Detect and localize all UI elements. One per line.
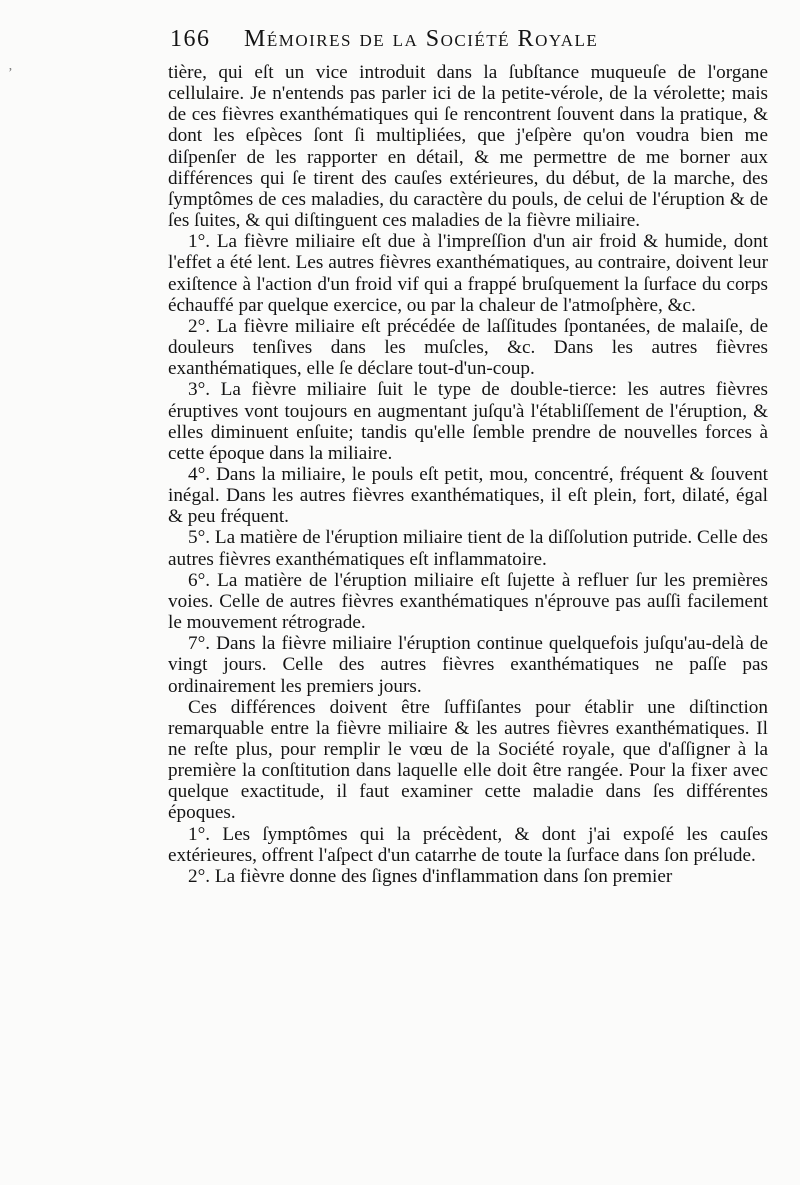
- paragraph-continuation: tière, qui eſt un vice introduit dans la ſubſtance muqueuſe de l'organe cellulaire. Je n'entends pas parler ici de la petite-vérole, de la vérolette; mais de ces fièvres exanthématiques qui ſe rencontrent ſouvent dans la pratique, & dont les eſpèces ſont ſi multipliées, que j'eſpère qu'on voudra bien me diſpenſer de les rapporter en détail, & me permettre de me borner aux différences qui ſe tirent des cauſes extérieures, du début, de la marche, des ſymptômes de ces maladies, du caractère du pouls, de celui de l'éruption & de ſes ſuites, & qui diſtinguent ces maladies de la fièvre miliaire.: [168, 62, 768, 232]
- paragraph: 4°. Dans la miliaire, le pouls eſt petit, mou, concentré, fréquent & ſouvent inégal. Dans les autres fièvres exanthématiques, il eſt plein, fort, dilaté, égal & peu fréquent.: [168, 463, 768, 528]
- paragraph: Ces différences doivent être ſuffiſantes pour établir une diſtinction remarquable entre la fièvre miliaire & les autres fièvres exanthématiques. Il ne reſte plus, pour remplir le vœu de la Société royale, que d'aſſigner à la première la conſtitution dans laquelle elle doit être rangée. Pour la fixer avec quelque exactitude, il faut examiner cette maladie dans ſes différentes époques.: [168, 696, 768, 824]
- paragraph: 3°. La fièvre miliaire ſuit le type de double-tierce: les autres fièvres éruptives vont toujours en augmentant juſqu'à l'établiſſement de l'éruption, & elles diminuent enſuite; tandis qu'elle ſemble prendre de nouvelles forces à cette époque dans la miliaire.: [168, 379, 768, 464]
- paragraph: 1°. La fièvre miliaire eſt due à l'impreſſion d'un air froid & humide, dont l'effet a été lent. Les autres fièvres exanthématiques, au contraire, doivent leur exiſtence à l'action d'un froid vif qui a frappé bruſquement la ſurface du corps échauffé par quelque exercice, ou par la chaleur de l'atmoſphère, &c.: [168, 231, 768, 316]
- running-title: Mémoires de la Société Royale: [244, 26, 599, 52]
- paragraph: 1°. Les ſymptômes qui la précèdent, & dont j'ai expoſé les cauſes extérieures, offrent l'aſpect d'un catarrhe de toute la ſurface dans ſon prélude.: [168, 823, 768, 866]
- paragraph: 2°. La fièvre donne des ſignes d'inflammation dans ſon premier: [188, 865, 673, 887]
- paragraph: 5°. La matière de l'éruption miliaire tient de la diſſolution putride. Celle des autres fièvres exanthématiques eſt inflammatoire.: [168, 527, 768, 570]
- paragraph: 7°. Dans la fièvre miliaire l'éruption continue quelquefois juſqu'au-delà de vingt jours. Celle des autres fièvres exanthématiques ne paſſe pas ordinairement les premiers jours.: [168, 633, 768, 697]
- page-header: [170, 26, 730, 60]
- paragraph: 6°. La matière de l'éruption miliaire eſt ſujette à refluer ſur les premières voies. Celle de autres fièvres exanthématiques n'éprouve pas auſſi facilement le mouvement rétrograde.: [168, 569, 768, 634]
- paragraph: 2°. La fièvre miliaire eſt précédée de laſſitudes ſpontanées, de malaiſe, de douleurs tenſives dans les muſcles, &c. Dans les autres fièvres exanthématiques, elle ſe déclare tout-d'un-coup.: [168, 315, 768, 380]
- stray-ink-mark: ʼ: [8, 66, 13, 81]
- body-text: [168, 62, 768, 887]
- page-number: 166: [170, 26, 211, 52]
